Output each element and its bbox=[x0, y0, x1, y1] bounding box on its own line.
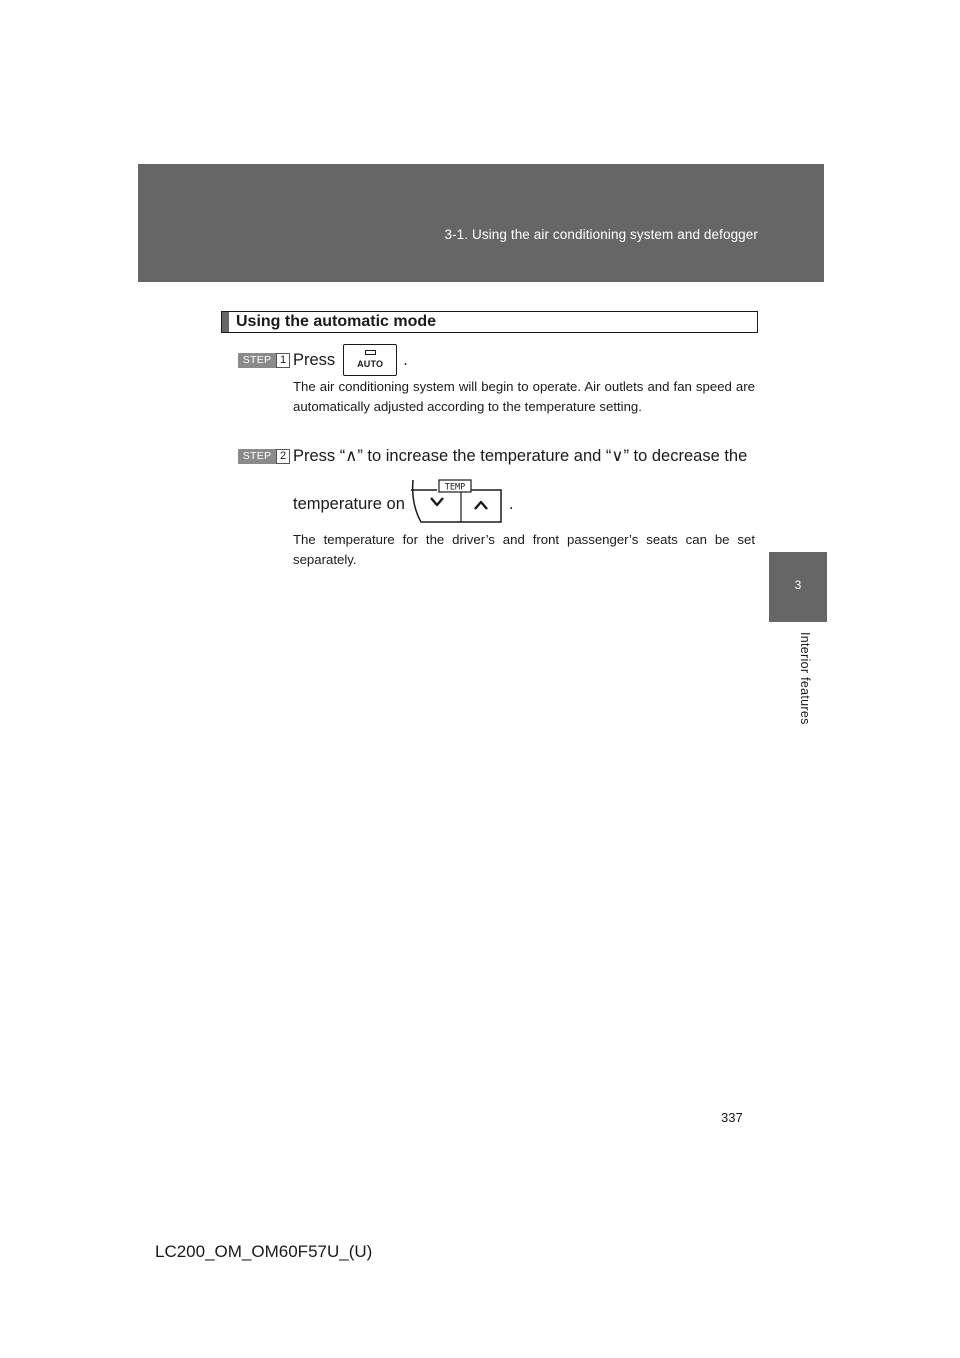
step-word: STEP bbox=[238, 353, 276, 368]
chapter-title: 3-1. Using the air conditioning system and defogger bbox=[444, 227, 758, 242]
chapter-number: 3 bbox=[794, 578, 802, 592]
chapter-side-label: Interior features bbox=[798, 632, 812, 725]
step-1-instruction bbox=[293, 344, 408, 376]
page-number: 337 bbox=[721, 1110, 743, 1125]
chapter-tab bbox=[769, 552, 827, 622]
section-heading bbox=[221, 311, 758, 333]
step-2-description: The temperature for the driver’s and front passenger’s seats can be set separately. bbox=[293, 532, 755, 567]
auto-indicator-icon bbox=[365, 350, 376, 355]
auto-button-label: AUTO bbox=[357, 359, 384, 369]
step-2-line1-text: Press “∧” to increase the temperature and “∨” to decrease the bbox=[293, 447, 748, 465]
step-1-description: The air conditioning system will begin to operate. Air outlets and fan speed are automatically adjusted according to the temperature setting. bbox=[293, 379, 755, 414]
step-2-line2-after: . bbox=[508, 495, 514, 513]
section-heading-text: Using the automatic mode bbox=[236, 313, 437, 330]
step-number: 2 bbox=[276, 449, 290, 464]
step-2-instruction-line1 bbox=[293, 446, 747, 466]
temp-switch-label: TEMP bbox=[444, 482, 466, 493]
step-1-text-after: . bbox=[403, 350, 408, 369]
step-2-line2-text: temperature on bbox=[293, 495, 405, 513]
step-1-badge bbox=[238, 353, 290, 368]
step-1-text-before: Press bbox=[293, 350, 336, 369]
step-number: 1 bbox=[276, 353, 290, 368]
heading-bar bbox=[222, 312, 229, 332]
header-band bbox=[138, 164, 824, 282]
step-2-badge bbox=[238, 449, 290, 464]
document-id: LC200_OM_OM60F57U_(U) bbox=[155, 1242, 373, 1261]
step-2-instruction-line2 bbox=[293, 478, 514, 531]
step-word: STEP bbox=[238, 449, 276, 464]
temp-switch-icon bbox=[409, 478, 505, 531]
auto-button-icon bbox=[343, 344, 397, 376]
